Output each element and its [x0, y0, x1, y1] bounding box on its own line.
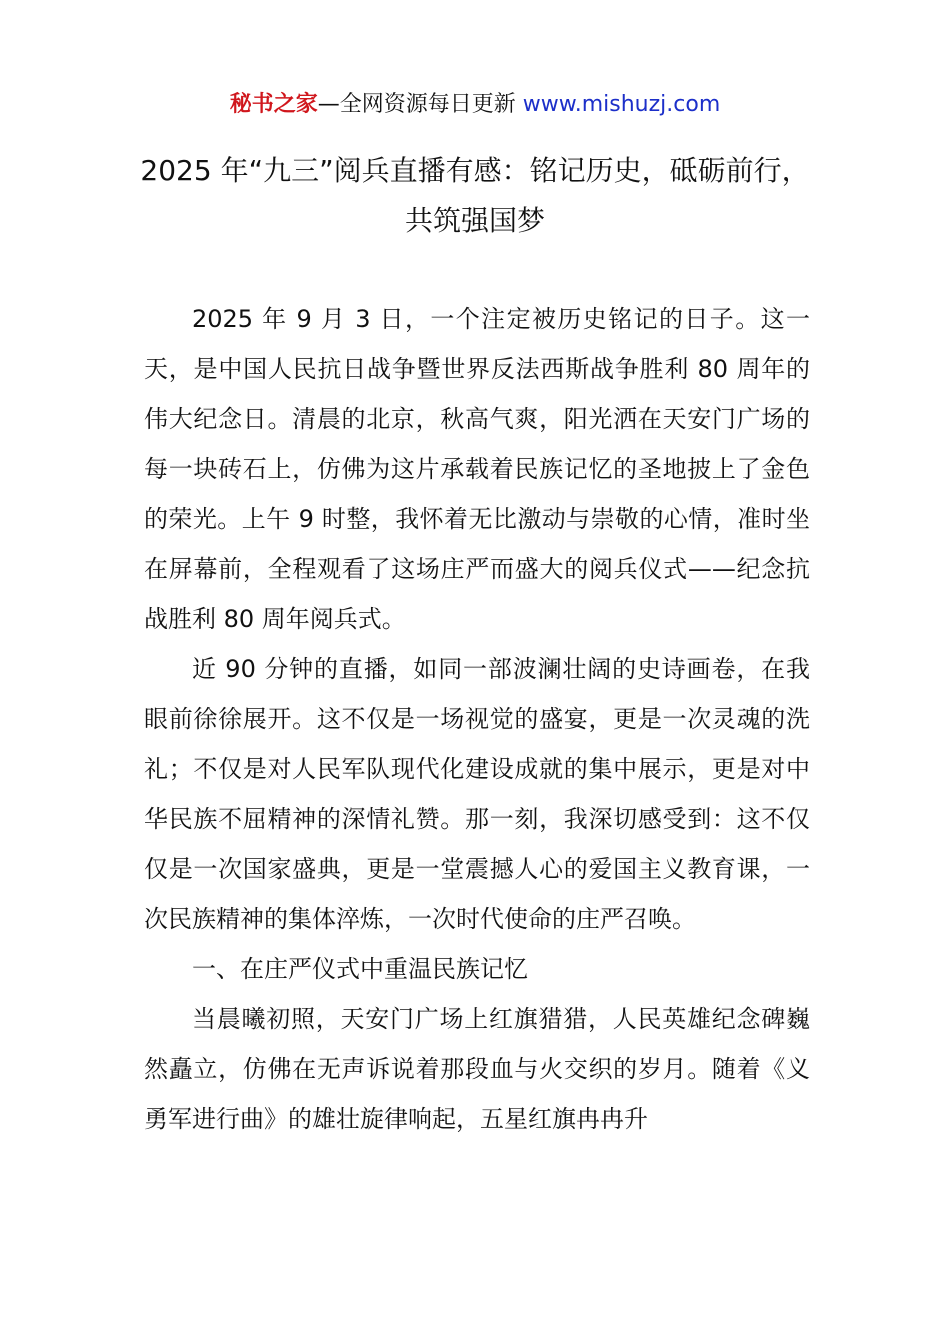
- document-title: 2025 年“九三”阅兵直播有感：铭记历史，砥砺前行，共筑强国梦: [140, 154, 810, 237]
- paragraph-broadcast: 近 90 分钟的直播，如同一部波澜壮阔的史诗画卷，在我眼前徐徐展开。这不仅是一场视觉的盛宴，更是一次灵魂的洗礼；不仅是对人民军队现代化建设成就的集中展示，更是对中华民族不屈精神的深情礼赞。那一刻，我深切感受到：这不仅仅是一次国家盛典，更是一堂震撼人心的爱国主义教育课，一次民族精神的集体淬炼，一次时代使命的庄严召唤。: [144, 655, 810, 933]
- document-body: [144, 294, 810, 1144]
- site-brand: 秘书之家: [229, 92, 318, 117]
- site-header: [0, 88, 950, 122]
- site-url: www.mishuzj.com: [522, 92, 721, 117]
- paragraph-section-1: 当晨曦初照，天安门广场上红旗猎猎，人民英雄纪念碑巍然矗立，仿佛在无声诉说着那段血与火交织的岁月。随着《义勇军进行曲》的雄壮旋律响起，五星红旗冉冉升: [144, 1005, 810, 1133]
- paragraph-intro: 2025 年 9 月 3 日，一个注定被历史铭记的日子。这一天，是中国人民抗日战争暨世界反法西斯战争胜利 80 周年的伟大纪念日。清晨的北京，秋高气爽，阳光洒在天安门广场的每一块砖石上，仿佛为这片承载着民族记忆的圣地披上了金色的荣光。上午 9 时整，我怀着无比激动与崇敬的心情，准时坐在屏幕前，全程观看了这场庄严而盛大的阅兵仪式——纪念抗战胜利 80 周年阅兵式。: [144, 305, 810, 633]
- section-heading-1: 一、在庄严仪式中重温民族记忆: [192, 955, 528, 983]
- site-tagline: —全网资源每日更新: [317, 92, 523, 117]
